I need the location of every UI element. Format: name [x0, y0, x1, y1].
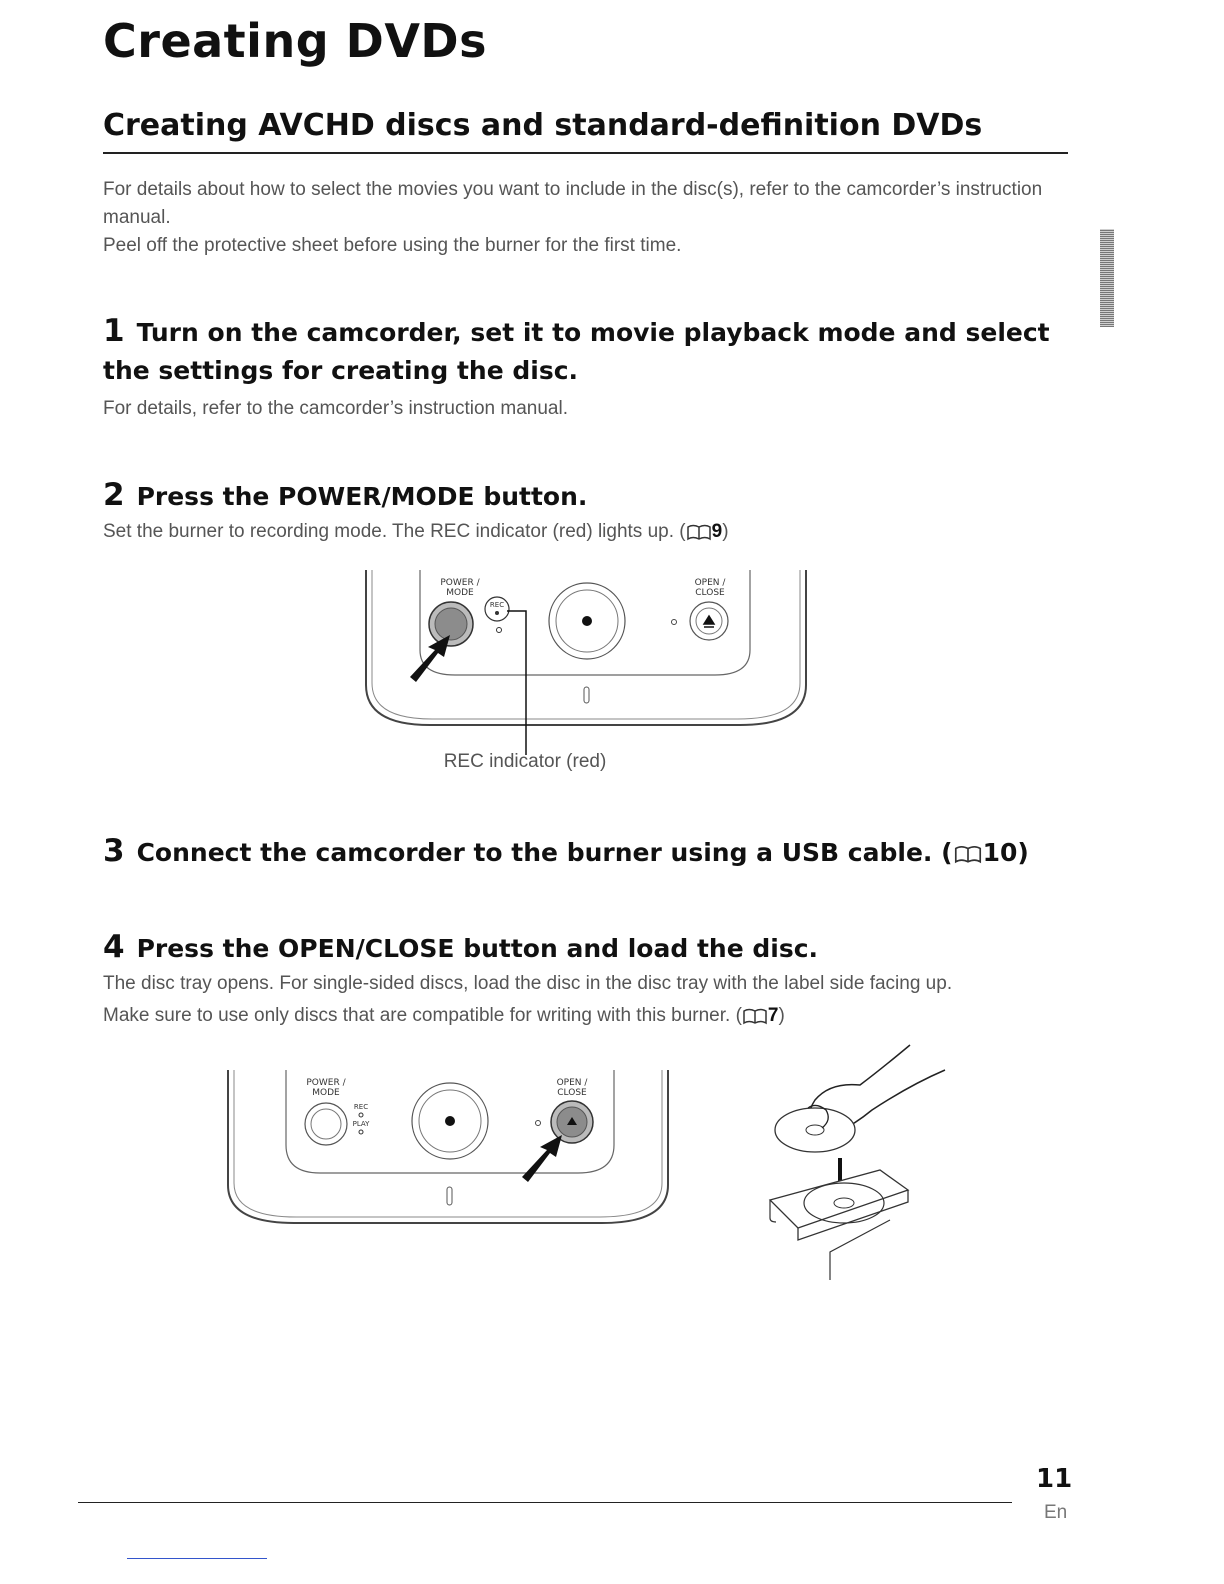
section-title: Creating AVCHD discs and standard-definition DVDs	[103, 108, 983, 143]
step-2-text: Set the burner to recording mode. The REC indicator (red) lights up.	[103, 521, 674, 542]
disc-loading-illustration	[760, 1040, 950, 1285]
intro-line-2: Peel off the protective sheet before using the burner for the first time.	[103, 235, 682, 256]
page-number: 11	[1036, 1464, 1073, 1494]
language-code: En	[1044, 1502, 1068, 1523]
power-label-2: MODE	[312, 1088, 340, 1098]
step-3-ref-page: 10	[982, 838, 1018, 867]
step-1-number: 1	[103, 313, 125, 349]
step-3-ref-close: )	[1017, 838, 1029, 867]
footer-link-underline	[127, 1558, 267, 1559]
step-2-number: 2	[103, 477, 125, 513]
open-label-1: OPEN /	[556, 1078, 588, 1088]
step-2-ref-page: 9	[711, 521, 723, 542]
step-4-title: Press the OPEN/CLOSE button and load the disc.	[136, 934, 819, 963]
step-3-number: 3	[103, 833, 125, 869]
step-1-heading	[103, 312, 1083, 390]
step-4-heading	[103, 928, 818, 968]
rec-label: REC	[489, 601, 505, 609]
step-4-ref-open: (	[735, 1005, 742, 1026]
play-label: PLAY	[352, 1120, 370, 1128]
burner-panel-figure-2	[222, 1065, 677, 1240]
step-3-title: Connect the camcorder to the burner using a USB cable.	[136, 838, 933, 867]
disc-icon	[775, 1108, 855, 1152]
step-4-ref-close: )	[778, 1005, 785, 1026]
open-label-1: OPEN /	[694, 578, 726, 588]
step-2-title: Press the POWER/MODE button.	[136, 482, 588, 511]
book-icon	[953, 844, 983, 864]
arrow-icon	[410, 635, 450, 682]
step-2-ref-open: (	[679, 521, 686, 542]
power-label-2: MODE	[446, 588, 474, 598]
step-1-body: For details, refer to the camcorder’s instruction manual.	[103, 398, 568, 419]
step-2-ref-close: )	[722, 521, 729, 542]
step-2-heading	[103, 476, 587, 516]
section-thumb-tab	[1100, 229, 1114, 327]
book-icon	[742, 1007, 768, 1025]
step-4-number: 4	[103, 929, 125, 965]
section-divider	[103, 152, 1068, 154]
power-label-1: POWER /	[440, 578, 480, 588]
page-title: Creating DVDs	[103, 14, 487, 68]
step-4-body	[103, 968, 1103, 1032]
intro-line-1: For details about how to select the movies you want to include in the disc(s), refer to the camcorder’s instruction manual.	[103, 179, 1043, 228]
rec-indicator-callout: REC indicator (red)	[443, 751, 607, 772]
footer-divider	[78, 1502, 1012, 1503]
step-3-heading	[103, 832, 1029, 872]
burner-panel-figure-1	[360, 565, 820, 780]
arrow-icon	[522, 1135, 562, 1182]
book-icon	[686, 523, 712, 541]
power-label-1: POWER /	[306, 1078, 346, 1088]
step-4-ref-page: 7	[767, 1005, 779, 1026]
step-1-title: Turn on the camcorder, set it to movie playback mode and select the settings for creating the disc.	[103, 318, 1050, 385]
intro-text	[103, 176, 1083, 260]
step-3-ref-open: (	[941, 838, 953, 867]
step-4-text-2: Make sure to use only discs that are compatible for writing with this burner. ( 7)	[103, 1005, 785, 1026]
step-2-body	[103, 518, 729, 546]
step-4-text-1: The disc tray opens. For single-sided discs, load the disc in the disc tray with the label side facing up.	[103, 973, 953, 994]
rec-label: REC	[353, 1103, 369, 1111]
open-label-2: CLOSE	[695, 588, 725, 598]
open-label-2: CLOSE	[557, 1088, 587, 1098]
